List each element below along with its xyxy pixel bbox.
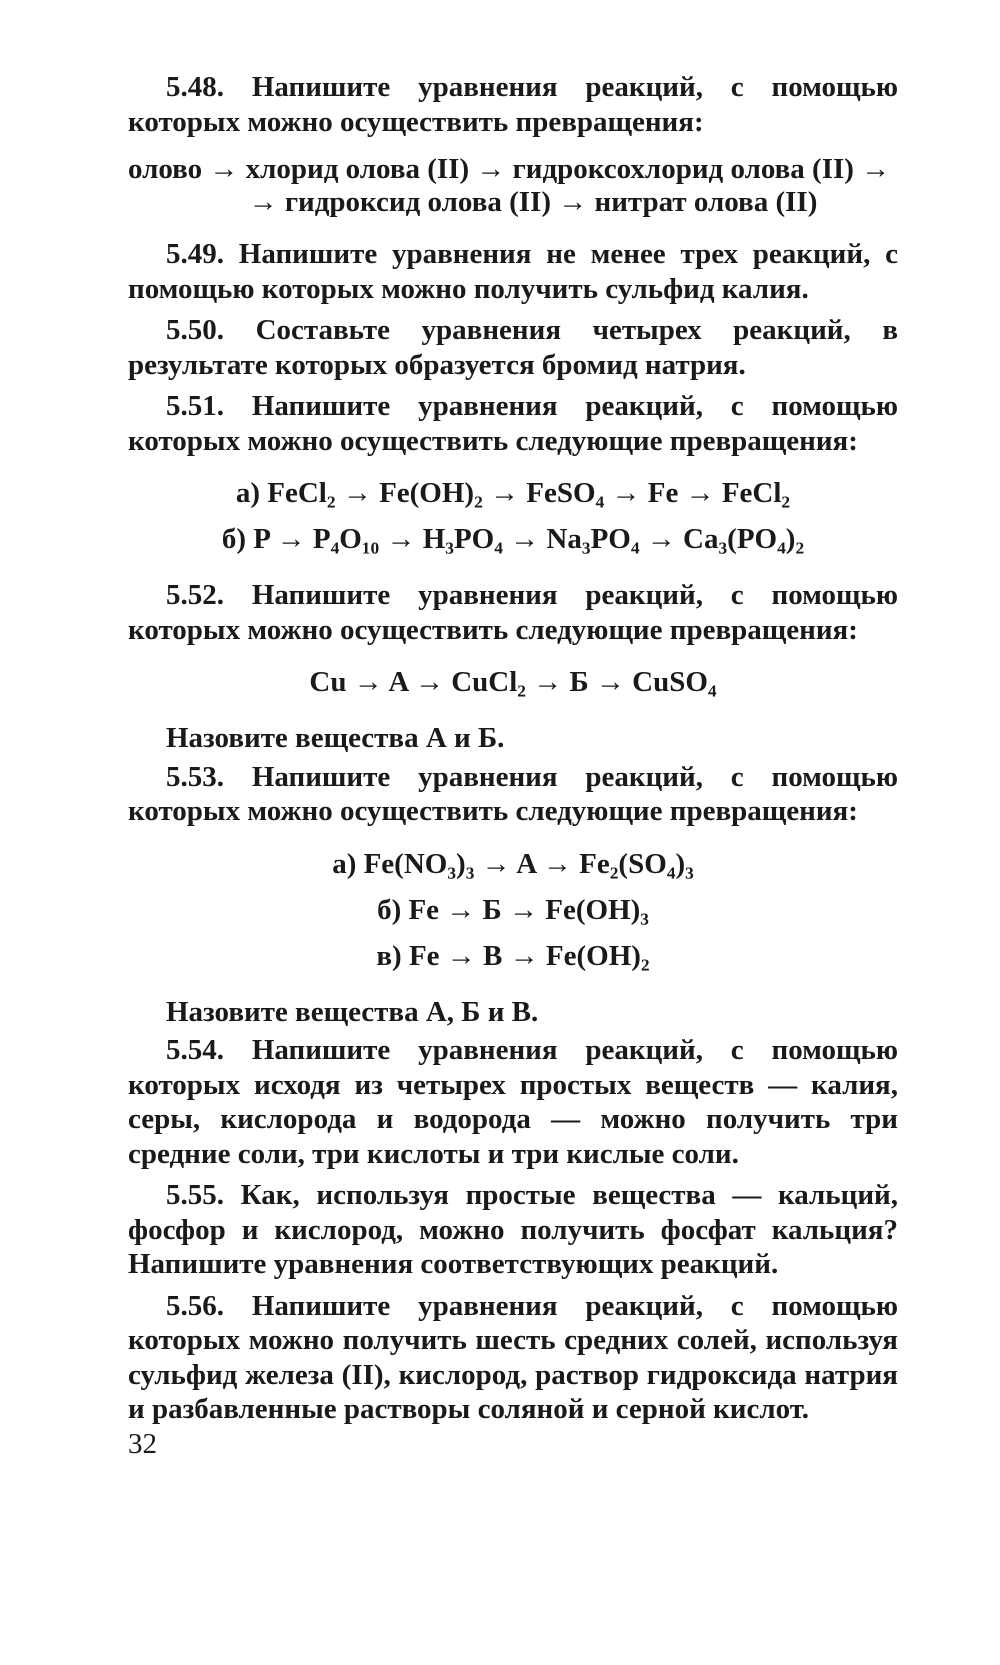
problem-5-48 [128, 70, 898, 139]
problem-text: Напишите уравнения реакций, с помощью которых можно осуществить следующие превращения: [128, 760, 899, 827]
equation-b: б) Fe → Б → Fe(OH)₃ [377, 893, 649, 926]
transformation-scheme-5-48 [128, 153, 898, 219]
problem-text: Как, используя простые вещества — кальций, фосфор и кислород, можно получить фосфат кальция? Напишите уравнения соответствующих реакций. [128, 1179, 899, 1280]
problem-number: 5.52. [166, 579, 224, 611]
problem-5-54 [128, 1033, 898, 1171]
page-number: 32 [128, 1428, 157, 1460]
note-5-53: Назовите вещества А, Б и В. [166, 995, 539, 1028]
scheme-line-1: олово → хлорид олова (II) → гидроксохлорид олова (II) → [128, 153, 891, 185]
problem-number: 5.51. [166, 390, 224, 422]
scheme-line-2: → гидроксид олова (II) → нитрат олова (II) [248, 186, 818, 218]
problem-text: Напишите уравнения реакций, с помощью которых исходя из четырех простых веществ — калия, серы, кислорода и водорода — можно получить три средние соли, три кислоты и три кислые соли. [128, 1034, 899, 1170]
equations-5-51 [128, 470, 898, 562]
note-5-52: Назовите вещества А и Б. [166, 722, 505, 754]
problem-text: Напишите уравнения реакций, с помощью которых можно осуществить следующие превращения: [128, 390, 899, 457]
problem-5-49 [128, 237, 898, 306]
problem-5-55 [128, 1178, 898, 1282]
equations-5-52 [128, 659, 898, 705]
problem-number: 5.49. [166, 238, 224, 270]
problem-number: 5.56. [166, 1289, 224, 1322]
page-content [128, 70, 898, 1434]
problem-number: 5.53. [166, 760, 224, 793]
problem-text: Напишите уравнения не менее трех реакций, с помощью которых можно получить сульфид калия. [128, 238, 899, 305]
problem-5-52 [128, 578, 898, 647]
equations-5-53 [128, 841, 898, 979]
problem-text: Напишите уравнения реакций, с помощью которых можно осуществить превращения: [128, 71, 899, 138]
problem-text: Напишите уравнения реакций, с помощью которых можно получить шесть средних солей, используя сульфид железа (II), кислород, раствор гидроксида натрия и разбавленные растворы соляной и серной кислот. [128, 1289, 899, 1425]
problem-number: 5.50. [166, 314, 224, 346]
equation-a: а) FeCl₂ → Fe(OH)₂ → FeSO₄ → Fe → FeCl₂ [235, 477, 791, 509]
problem-5-51 [128, 389, 898, 458]
problem-text: Напишите уравнения реакций, с помощью которых можно осуществить следующие превращения: [128, 579, 899, 646]
problem-number: 5.55. [166, 1179, 224, 1211]
problem-number: 5.54. [166, 1034, 224, 1066]
equation-c: в) Fe → B → Fe(OH)₂ [376, 939, 650, 972]
problem-5-53 [128, 760, 898, 829]
problem-5-50 [128, 313, 898, 382]
problem-text: Составьте уравнения четырех реакций, в результате которых образуется бромид натрия. [128, 314, 898, 381]
equation-b: б) P → P₄O₁₀ → H₃PO₄ → Na₃PO₄ → Ca₃(PO₄)₂ [221, 523, 805, 555]
equation: Cu → A → CuCl₂ → Б → CuSO₄ [309, 666, 717, 698]
problem-5-56 [128, 1289, 898, 1427]
equation-a: а) Fe(NO₃)₃ → A → Fe₂(SO₄)₃ [332, 847, 694, 880]
problem-number: 5.48. [166, 71, 224, 103]
